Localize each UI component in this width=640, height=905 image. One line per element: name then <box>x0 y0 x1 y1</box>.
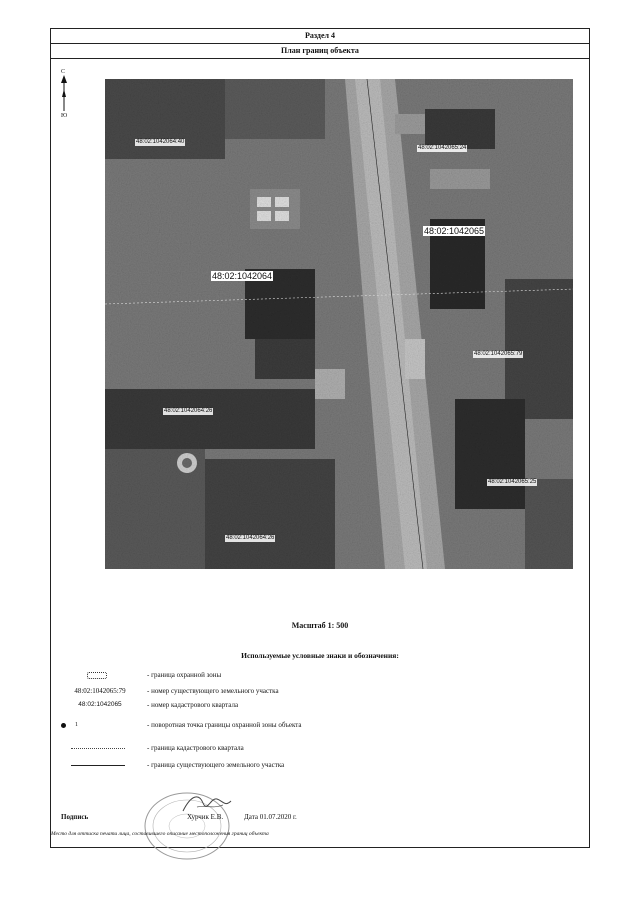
legend-item: 48:02:1042065 - номер кадастрового квартала <box>51 699 589 711</box>
north-label: С <box>61 69 66 75</box>
seal-note: Место для оттиска печати лица, составившего описание местоположения границ объекта <box>51 831 269 837</box>
legend-item: 48:02:1042065:79 - номер существующего земельного участка <box>51 685 589 697</box>
parcel-label: 48:02:1042064:40 <box>136 139 185 145</box>
parcel-label: 48:02:1042065:79 <box>474 351 523 357</box>
parcel-label: 48:02:1042065:25 <box>488 479 537 485</box>
legend-item: - граница кадастрового квартала <box>51 742 589 754</box>
quarter-boundary-line-icon <box>71 748 125 749</box>
aerial-photo-image <box>105 79 573 569</box>
legend-item: - граница охранной зоны <box>51 669 589 681</box>
quarter-label: 48:02:1042064 <box>212 271 273 281</box>
section-header: Раздел 4 <box>51 29 589 44</box>
turning-point-dot-icon <box>61 723 66 728</box>
south-label: Ю <box>61 113 68 119</box>
quarter-number-sample: 48:02:1042065 <box>78 701 122 708</box>
parcel-label: 48:02:1042064:26 <box>164 408 213 414</box>
signer-name: Хурчик Е.В. <box>187 813 224 821</box>
protection-zone-symbol-icon <box>87 672 107 679</box>
legend-title: Используемые условные знаки и обозначения: <box>241 651 399 660</box>
legend-item: - граница существующего земельного участка <box>51 759 589 771</box>
parcel-number-sample: 48:02:1042065:79 <box>74 687 126 695</box>
parcel-label: 48:02:1042064:26 <box>226 535 275 541</box>
scale-label: Масштаб 1: 500 <box>291 621 349 630</box>
parcel-boundary-line-icon <box>71 765 125 766</box>
quarter-label: 48:02:1042065 <box>424 226 485 236</box>
compass <box>59 69 73 119</box>
plan-title: План границ объекта <box>51 44 589 59</box>
parcel-label: 48:02:1042065:24 <box>418 145 467 151</box>
sign-date: Дата 01.07.2020 г. <box>244 813 297 821</box>
legend-item: 1 - поворотная точка границы охранной зоны объекта <box>51 719 589 731</box>
north-arrow-icon <box>59 75 71 115</box>
signature-field: Подпись <box>61 813 89 821</box>
document-sheet <box>50 28 590 848</box>
aerial-photo <box>105 79 573 569</box>
